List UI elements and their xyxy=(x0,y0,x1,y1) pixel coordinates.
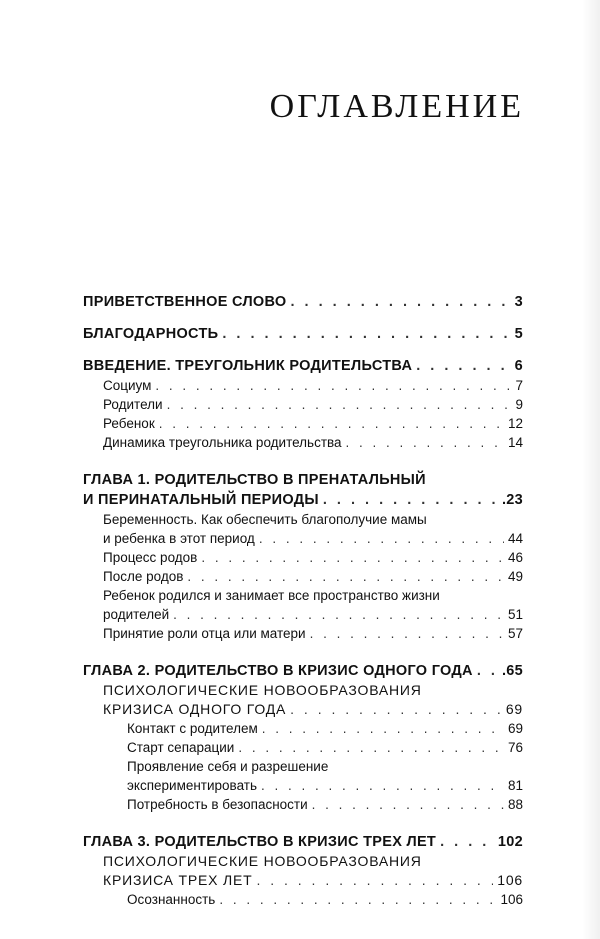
toc-page-number: 57 xyxy=(507,626,523,641)
toc-page-number: 106 xyxy=(497,872,523,888)
toc-subentry-self-expression[interactable] xyxy=(83,757,523,795)
toc-entry-label: БЛАГОДАРНОСТЬ xyxy=(83,326,219,342)
dot-leader xyxy=(173,605,504,624)
toc-subentry-separation[interactable] xyxy=(83,738,523,757)
toc-subentry-birth-process[interactable] xyxy=(83,548,523,567)
toc-page-number: 69 xyxy=(505,701,523,717)
toc-entry-label: Родители xyxy=(103,397,163,412)
toc-entry-label: Старт сепарации xyxy=(127,740,235,755)
toc-page-number: 106 xyxy=(500,892,523,907)
toc-entry-label: ПРИВЕТСТВЕННОЕ СЛОВО xyxy=(83,294,287,310)
toc-subentry-contact[interactable] xyxy=(83,719,523,738)
toc-page-number: .23 xyxy=(501,492,523,508)
toc-subentry-parent-role[interactable] xyxy=(83,624,523,643)
toc-page-number: 44 xyxy=(507,531,523,546)
toc-entry-label: Социум xyxy=(103,378,152,393)
dot-leader xyxy=(222,324,510,344)
toc-entry-chapter-3[interactable] xyxy=(83,832,523,852)
toc-entry-label: ВВЕДЕНИЕ. ТРЕУГОЛЬНИК РОДИТЕЛЬСТВА xyxy=(83,358,413,374)
table-of-contents xyxy=(83,292,523,909)
toc-entry-label: После родов xyxy=(103,569,184,584)
toc-entry-label-continued: родителей xyxy=(103,607,170,622)
toc-page-number: 12 xyxy=(507,416,523,431)
toc-subentry-society[interactable] xyxy=(83,376,523,395)
toc-entry-label: Ребенок родился и занимает все пространство жизни xyxy=(103,588,440,603)
toc-entry-label: Потребность в безопасности xyxy=(127,797,308,812)
page-edge-shadow xyxy=(582,0,600,939)
toc-page-number: .65 xyxy=(501,663,523,679)
toc-entry-chapter-1[interactable] xyxy=(83,470,523,510)
dot-leader xyxy=(290,700,502,719)
dot-leader xyxy=(187,567,504,586)
toc-entry-label-continued: и ребенка в этот период xyxy=(103,531,255,546)
dot-leader xyxy=(261,776,504,795)
toc-subentry-parents[interactable] xyxy=(83,395,523,414)
toc-entry-thanks[interactable] xyxy=(83,324,523,344)
toc-entry-intro[interactable] xyxy=(83,356,523,376)
toc-entry-label-continued: И ПЕРИНАТАЛЬНЫЙ ПЕРИОДЫ xyxy=(83,492,319,508)
dot-leader xyxy=(440,832,494,852)
dot-leader xyxy=(159,414,504,433)
toc-entry-label: Процесс родов xyxy=(103,550,198,565)
toc-entry-greeting[interactable] xyxy=(83,292,523,312)
toc-entry-label: Динамика треугольника родительства xyxy=(103,435,342,450)
toc-entry-label: ПСИХОЛОГИЧЕСКИЕ НОВООБРАЗОВАНИЯ xyxy=(103,682,422,698)
toc-entry-label: Беременность. Как обеспечить благополучие мамы xyxy=(103,512,427,527)
toc-entry-label-continued: КРИЗИСА ОДНОГО ГОДА xyxy=(103,701,287,717)
dot-leader xyxy=(323,490,498,510)
dot-leader xyxy=(259,529,504,548)
toc-page-number: 46 xyxy=(507,550,523,565)
toc-section-neoformations-three-years[interactable] xyxy=(83,852,523,890)
toc-page-number: 7 xyxy=(515,378,523,393)
toc-page-number: 81 xyxy=(507,778,523,793)
toc-subentry-child[interactable] xyxy=(83,414,523,433)
dot-leader xyxy=(201,548,504,567)
toc-page-number: 102 xyxy=(497,834,523,850)
toc-entry-label: ГЛАВА 2. РОДИТЕЛЬСТВО В КРИЗИС ОДНОГО ГОДА xyxy=(83,663,473,679)
toc-entry-label: Контакт с родителем xyxy=(127,721,258,736)
dot-leader xyxy=(256,871,493,890)
toc-page-number: 88 xyxy=(507,797,523,812)
dot-leader xyxy=(346,433,504,452)
toc-entry-label: ГЛАВА 3. РОДИТЕЛЬСТВО В КРИЗИС ТРЕХ ЛЕТ xyxy=(83,834,437,850)
dot-leader xyxy=(155,376,511,395)
toc-entry-label: Принятие роли отца или матери xyxy=(103,626,306,641)
toc-entry-label: ГЛАВА 1. РОДИТЕЛЬСТВО В ПРЕНАТАЛЬНЫЙ xyxy=(83,472,426,488)
dot-leader xyxy=(167,395,512,414)
toc-subentry-pregnancy[interactable] xyxy=(83,510,523,548)
toc-page-number: 5 xyxy=(514,326,523,342)
dot-leader xyxy=(477,661,498,681)
toc-subentry-safety[interactable] xyxy=(83,795,523,814)
toc-entry-label: ПСИХОЛОГИЧЕСКИЕ НОВООБРАЗОВАНИЯ xyxy=(103,853,422,869)
toc-page-number: 69 xyxy=(507,721,523,736)
toc-page-number: 49 xyxy=(507,569,523,584)
toc-entry-label-continued: КРИЗИСА ТРЕХ ЛЕТ xyxy=(103,872,253,888)
toc-subentry-awareness[interactable] xyxy=(83,890,523,909)
toc-page-number: 76 xyxy=(507,740,523,755)
toc-entry-label: Осознанность xyxy=(127,892,216,907)
toc-entry-label: Ребенок xyxy=(103,416,155,431)
toc-page-number: 51 xyxy=(507,607,523,622)
toc-subentry-dynamics[interactable] xyxy=(83,433,523,452)
toc-page-number: 14 xyxy=(507,435,523,450)
dot-leader xyxy=(291,292,511,312)
toc-section-neoformations-one-year[interactable] xyxy=(83,681,523,719)
page-title: ОГЛАВЛЕНИЕ xyxy=(269,88,524,125)
toc-subentry-after-birth[interactable] xyxy=(83,567,523,586)
toc-entry-chapter-2[interactable] xyxy=(83,661,523,681)
toc-subentry-child-born[interactable] xyxy=(83,586,523,624)
dot-leader xyxy=(262,719,504,738)
toc-entry-label-continued: экспериментировать xyxy=(127,778,257,793)
toc-page-number: 9 xyxy=(515,397,523,412)
dot-leader xyxy=(238,738,504,757)
dot-leader xyxy=(310,624,504,643)
dot-leader xyxy=(219,890,496,909)
dot-leader xyxy=(416,356,510,376)
dot-leader xyxy=(312,795,504,814)
toc-page-number: 3 xyxy=(514,294,523,310)
toc-page-number: 6 xyxy=(514,358,523,374)
toc-entry-label: Проявление себя и разрешение xyxy=(127,759,329,774)
